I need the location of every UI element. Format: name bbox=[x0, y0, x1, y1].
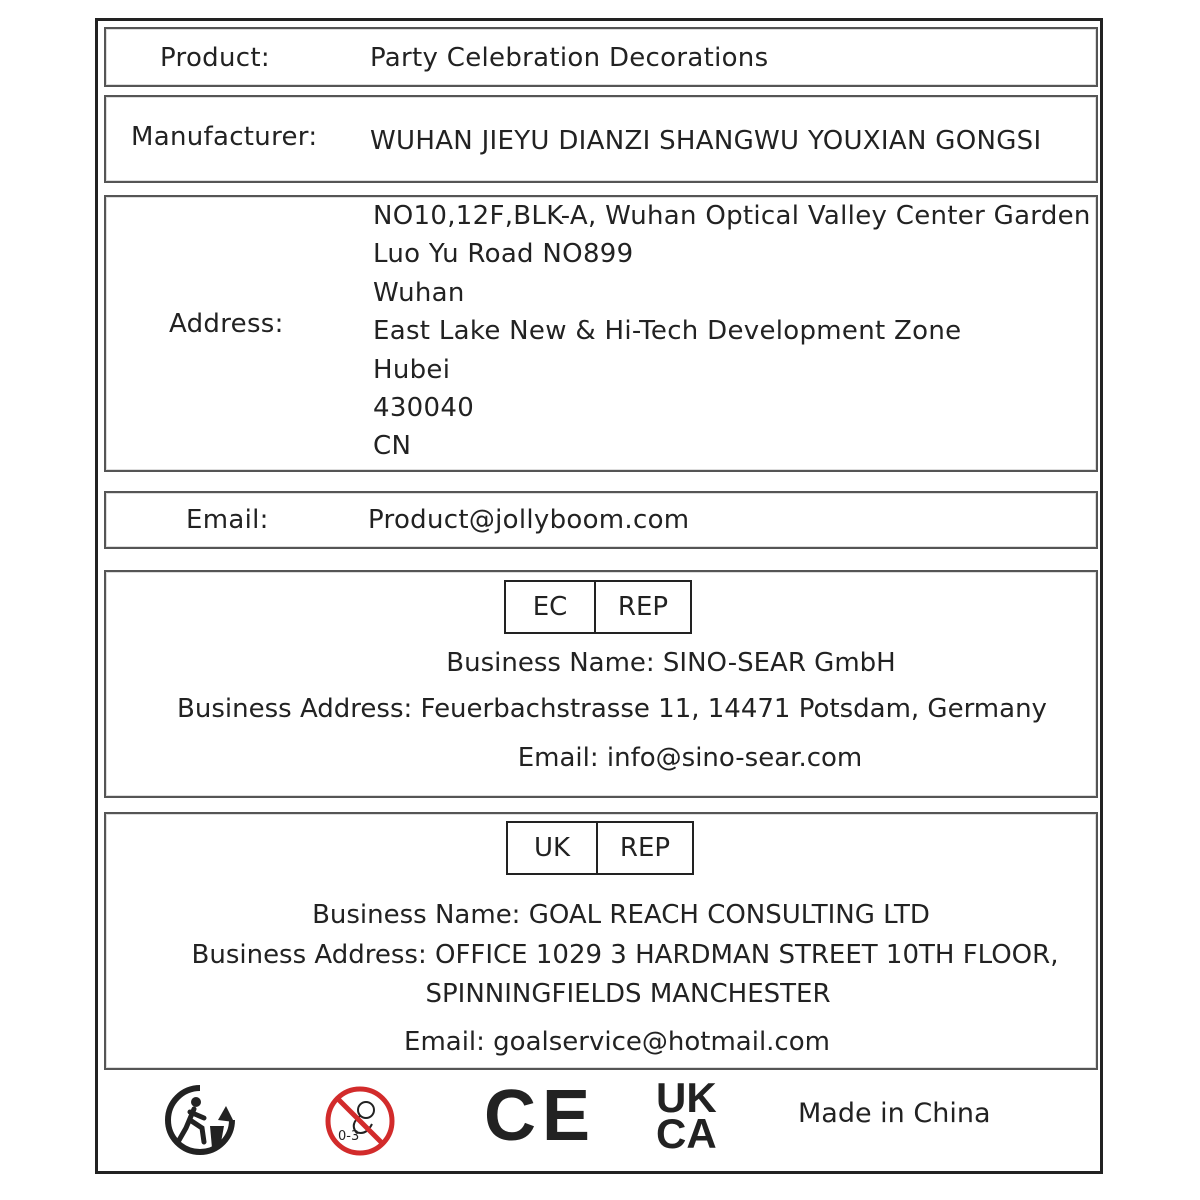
address-line: 430040 bbox=[373, 392, 475, 423]
address-label: Address: bbox=[169, 309, 284, 339]
rep-badge-label: REP bbox=[594, 582, 690, 632]
ec-rep-section bbox=[104, 570, 1098, 798]
recycle-tidyman-icon bbox=[160, 1082, 240, 1158]
email-label: Email: bbox=[186, 505, 269, 535]
made-in-text: Made in China bbox=[798, 1098, 991, 1129]
ec-business-name: Business Name: SINO-SEAR GmbH bbox=[446, 648, 896, 678]
ce-mark-icon: CE bbox=[484, 1076, 597, 1156]
not-for-children-0-3-icon bbox=[322, 1084, 398, 1158]
email-value: Product@jollyboom.com bbox=[368, 505, 690, 535]
address-row bbox=[104, 195, 1098, 472]
address-line: CN bbox=[373, 431, 412, 462]
uk-email: Email: goalservice@hotmail.com bbox=[404, 1027, 830, 1057]
address-line: East Lake New & Hi-Tech Development Zone bbox=[373, 316, 962, 347]
uk-business-address-line1: Business Address: OFFICE 1029 3 HARDMAN STREET 10TH FLOOR, bbox=[191, 940, 1059, 970]
product-label: Product: bbox=[160, 43, 270, 73]
address-line: NO10,12F,BLK-A, Wuhan Optical Valley Center Garden bbox=[373, 201, 1091, 231]
address-line: Hubei bbox=[373, 354, 451, 385]
address-line: Wuhan bbox=[373, 277, 465, 308]
manufacturer-row bbox=[104, 95, 1098, 183]
uk-rep-section bbox=[104, 812, 1098, 1070]
product-row bbox=[104, 27, 1098, 87]
ukca-bottom-text: CA bbox=[656, 1110, 717, 1157]
manufacturer-label: Manufacturer: bbox=[131, 122, 318, 152]
age-warning-text: 0-3 bbox=[338, 1129, 360, 1144]
manufacturer-value: WUHAN JIEYU DIANZI SHANGWU YOUXIAN GONGSI bbox=[370, 126, 1042, 156]
email-row bbox=[104, 491, 1098, 549]
ec-email: Email: info@sino-sear.com bbox=[517, 743, 863, 773]
product-value: Party Celebration Decorations bbox=[370, 43, 769, 73]
ec-rep-badge bbox=[504, 580, 692, 634]
uk-business-name: Business Name: GOAL REACH CONSULTING LTD bbox=[312, 900, 930, 930]
uk-badge-label: UK bbox=[533, 833, 571, 863]
ukca-top-text: UK bbox=[656, 1074, 717, 1121]
uk-business-address-line2: SPINNINGFIELDS MANCHESTER bbox=[425, 979, 831, 1009]
address-lines bbox=[373, 197, 1091, 466]
address-line: Luo Yu Road NO899 bbox=[373, 239, 634, 270]
rep-badge-label: REP bbox=[596, 823, 692, 873]
ukca-mark-icon bbox=[656, 1074, 717, 1157]
ec-business-address: Business Address: Feuerbachstrasse 11, 14471 Potsdam, Germany bbox=[177, 694, 1047, 724]
ec-badge-label: EC bbox=[532, 592, 568, 622]
uk-rep-badge bbox=[506, 821, 694, 875]
